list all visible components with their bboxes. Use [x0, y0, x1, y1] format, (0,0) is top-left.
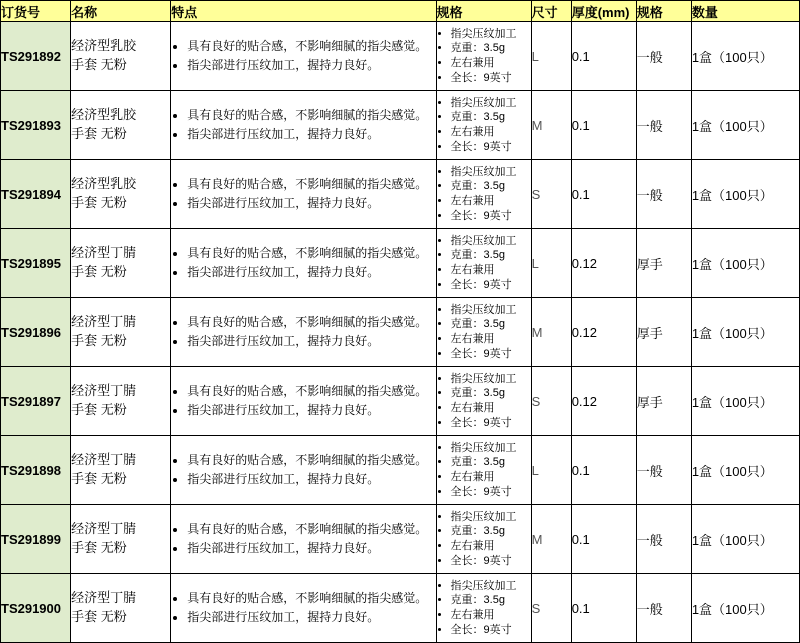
cell-order-code: TS291896 — [1, 298, 71, 367]
name-line-1: 经济型丁腈 — [71, 452, 137, 468]
feature-list — [171, 451, 435, 488]
cell-size: M — [531, 298, 571, 367]
cell-thickness: 0.1 — [571, 436, 636, 505]
list-item: • 全长：9英寸 — [451, 485, 531, 500]
cell-thickness: 0.12 — [571, 298, 636, 367]
list-item: • 左右兼用 — [451, 194, 531, 209]
cell-quantity: 1盒（100只） — [691, 574, 799, 643]
list-item: • 克重：3.5g — [451, 455, 531, 470]
table-row — [1, 367, 800, 436]
column-header-grade: 规格 — [636, 1, 691, 22]
spec-list — [437, 510, 531, 568]
cell-order-code: TS291899 — [1, 505, 71, 574]
cell-thickness: 0.1 — [571, 91, 636, 160]
spec-list — [437, 441, 531, 499]
cell-size: S — [531, 160, 571, 229]
name-line-2: 手套 无粉 — [71, 471, 127, 486]
table-row — [1, 436, 800, 505]
cell-quantity: 1盒（100只） — [691, 91, 799, 160]
name-line-1: 经济型乳胶 — [71, 38, 137, 54]
list-item: • 指尖部进行压纹加工，握持力良好。 — [187, 194, 435, 213]
cell-features — [171, 160, 436, 229]
list-item: • 指尖部进行压纹加工，握持力良好。 — [187, 125, 435, 144]
table-header-row — [1, 1, 800, 22]
list-item: • 指尖压纹加工 — [451, 96, 531, 111]
cell-spec — [436, 229, 531, 298]
list-item: • 指尖压纹加工 — [451, 303, 531, 318]
list-item: • 指尖部进行压纹加工，握持力良好。 — [187, 401, 435, 420]
list-item: • 指尖压纹加工 — [451, 441, 531, 456]
name-line-2: 手套 无粉 — [71, 540, 127, 555]
list-item: • 具有良好的贴合感，不影响细腻的指尖感觉。 — [187, 175, 435, 194]
cell-quantity: 1盒（100只） — [691, 367, 799, 436]
cell-features — [171, 436, 436, 505]
cell-features — [171, 574, 436, 643]
list-item: • 克重：3.5g — [451, 110, 531, 125]
cell-name — [71, 436, 171, 505]
list-item: • 左右兼用 — [451, 539, 531, 554]
feature-list — [171, 520, 435, 557]
list-item: • 克重：3.5g — [451, 593, 531, 608]
spec-list — [437, 372, 531, 430]
spec-list — [437, 27, 531, 85]
cell-name — [71, 91, 171, 160]
feature-list — [171, 175, 435, 212]
column-header-name: 名称 — [71, 1, 171, 22]
list-item: • 指尖压纹加工 — [451, 579, 531, 594]
cell-spec — [436, 160, 531, 229]
cell-spec — [436, 505, 531, 574]
list-item: • 左右兼用 — [451, 125, 531, 140]
list-item: • 克重：3.5g — [451, 179, 531, 194]
list-item: • 左右兼用 — [451, 608, 531, 623]
list-item: • 指尖压纹加工 — [451, 27, 531, 42]
cell-order-code: TS291894 — [1, 160, 71, 229]
cell-grade: 一般 — [636, 91, 691, 160]
cell-grade: 厚手 — [636, 229, 691, 298]
list-item: • 全长：9英寸 — [451, 554, 531, 569]
list-item: • 全长：9英寸 — [451, 278, 531, 293]
column-header-quantity: 数量 — [691, 1, 799, 22]
name-line-1: 经济型丁腈 — [71, 383, 137, 399]
cell-grade: 一般 — [636, 505, 691, 574]
feature-list — [171, 589, 435, 626]
name-line-1: 经济型乳胶 — [71, 107, 137, 123]
feature-list — [171, 244, 435, 281]
list-item: • 全长：9英寸 — [451, 209, 531, 224]
table-row — [1, 298, 800, 367]
cell-quantity: 1盒（100只） — [691, 160, 799, 229]
list-item: • 指尖部进行压纹加工，握持力良好。 — [187, 608, 435, 627]
list-item: • 指尖部进行压纹加工，握持力良好。 — [187, 539, 435, 558]
cell-spec — [436, 436, 531, 505]
column-header-size: 尺寸 — [531, 1, 571, 22]
cell-features — [171, 229, 436, 298]
spec-list — [437, 579, 531, 637]
cell-thickness: 0.1 — [571, 574, 636, 643]
list-item: • 具有良好的贴合感，不影响细腻的指尖感觉。 — [187, 589, 435, 608]
cell-order-code: TS291893 — [1, 91, 71, 160]
cell-thickness: 0.1 — [571, 22, 636, 91]
list-item: • 指尖压纹加工 — [451, 234, 531, 249]
cell-grade: 一般 — [636, 160, 691, 229]
list-item: • 左右兼用 — [451, 332, 531, 347]
name-line-1: 经济型乳胶 — [71, 176, 137, 192]
cell-thickness: 0.12 — [571, 229, 636, 298]
column-header-features: 特点 — [171, 1, 436, 22]
cell-name — [71, 367, 171, 436]
cell-order-code: TS291897 — [1, 367, 71, 436]
table-row — [1, 505, 800, 574]
cell-features — [171, 505, 436, 574]
cell-name — [71, 229, 171, 298]
cell-size: M — [531, 91, 571, 160]
list-item: • 具有良好的贴合感，不影响细腻的指尖感觉。 — [187, 382, 435, 401]
cell-order-code: TS291900 — [1, 574, 71, 643]
list-item: • 具有良好的贴合感，不影响细腻的指尖感觉。 — [187, 106, 435, 125]
feature-list — [171, 37, 435, 74]
feature-list — [171, 106, 435, 143]
cell-spec — [436, 367, 531, 436]
cell-quantity: 1盒（100只） — [691, 436, 799, 505]
list-item: • 指尖部进行压纹加工，握持力良好。 — [187, 332, 435, 351]
table-row — [1, 91, 800, 160]
cell-size: L — [531, 436, 571, 505]
list-item: • 具有良好的贴合感，不影响细腻的指尖感觉。 — [187, 520, 435, 539]
list-item: • 克重：3.5g — [451, 248, 531, 263]
list-item: • 克重：3.5g — [451, 41, 531, 56]
column-header-order-code: 订货号 — [1, 1, 71, 22]
column-header-spec: 规格 — [436, 1, 531, 22]
name-line-1: 经济型丁腈 — [71, 245, 137, 261]
list-item: • 全长：9英寸 — [451, 140, 531, 155]
cell-size: S — [531, 574, 571, 643]
table-row — [1, 574, 800, 643]
cell-grade: 厚手 — [636, 298, 691, 367]
cell-features — [171, 91, 436, 160]
name-line-2: 手套 无粉 — [71, 609, 127, 624]
cell-grade: 一般 — [636, 436, 691, 505]
list-item: • 左右兼用 — [451, 470, 531, 485]
cell-grade: 一般 — [636, 574, 691, 643]
list-item: • 具有良好的贴合感，不影响细腻的指尖感觉。 — [187, 37, 435, 56]
cell-thickness: 0.12 — [571, 367, 636, 436]
cell-order-code: TS291895 — [1, 229, 71, 298]
cell-features — [171, 22, 436, 91]
list-item: • 具有良好的贴合感，不影响细腻的指尖感觉。 — [187, 244, 435, 263]
cell-spec — [436, 22, 531, 91]
cell-grade: 一般 — [636, 22, 691, 91]
cell-size: L — [531, 229, 571, 298]
cell-spec — [436, 298, 531, 367]
list-item: • 指尖压纹加工 — [451, 372, 531, 387]
cell-name — [71, 574, 171, 643]
cell-spec — [436, 574, 531, 643]
spec-list — [437, 96, 531, 154]
name-line-1: 经济型丁腈 — [71, 590, 137, 606]
list-item: • 具有良好的贴合感，不影响细腻的指尖感觉。 — [187, 313, 435, 332]
name-line-1: 经济型丁腈 — [71, 314, 137, 330]
cell-thickness: 0.1 — [571, 505, 636, 574]
table-body — [1, 22, 800, 643]
cell-quantity: 1盒（100只） — [691, 22, 799, 91]
list-item: • 指尖压纹加工 — [451, 165, 531, 180]
name-line-2: 手套 无粉 — [71, 333, 127, 348]
spec-list — [437, 303, 531, 361]
name-line-2: 手套 无粉 — [71, 57, 127, 72]
cell-size: L — [531, 22, 571, 91]
list-item: • 指尖压纹加工 — [451, 510, 531, 525]
list-item: • 左右兼用 — [451, 263, 531, 278]
name-line-2: 手套 无粉 — [71, 195, 127, 210]
spec-list — [437, 165, 531, 223]
cell-quantity: 1盒（100只） — [691, 298, 799, 367]
list-item: • 指尖部进行压纹加工，握持力良好。 — [187, 470, 435, 489]
cell-size: M — [531, 505, 571, 574]
name-line-2: 手套 无粉 — [71, 126, 127, 141]
list-item: • 全长：9英寸 — [451, 347, 531, 362]
list-item: • 克重：3.5g — [451, 386, 531, 401]
cell-quantity: 1盒（100只） — [691, 505, 799, 574]
column-header-thickness: 厚度(mm) — [571, 1, 636, 22]
list-item: • 具有良好的贴合感，不影响细腻的指尖感觉。 — [187, 451, 435, 470]
list-item: • 左右兼用 — [451, 56, 531, 71]
list-item: • 全长：9英寸 — [451, 416, 531, 431]
feature-list — [171, 382, 435, 419]
cell-order-code: TS291898 — [1, 436, 71, 505]
feature-list — [171, 313, 435, 350]
name-line-2: 手套 无粉 — [71, 402, 127, 417]
name-line-1: 经济型丁腈 — [71, 521, 137, 537]
cell-features — [171, 367, 436, 436]
cell-name — [71, 505, 171, 574]
list-item: • 克重：3.5g — [451, 317, 531, 332]
spec-list — [437, 234, 531, 292]
list-item: • 指尖部进行压纹加工，握持力良好。 — [187, 56, 435, 75]
cell-thickness: 0.1 — [571, 160, 636, 229]
list-item: • 克重：3.5g — [451, 524, 531, 539]
list-item: • 左右兼用 — [451, 401, 531, 416]
cell-order-code: TS291892 — [1, 22, 71, 91]
list-item: • 全长：9英寸 — [451, 623, 531, 638]
cell-features — [171, 298, 436, 367]
cell-size: S — [531, 367, 571, 436]
list-item: • 指尖部进行压纹加工，握持力良好。 — [187, 263, 435, 282]
cell-name — [71, 298, 171, 367]
cell-quantity: 1盒（100只） — [691, 229, 799, 298]
cell-name — [71, 22, 171, 91]
list-item: • 全长：9英寸 — [451, 71, 531, 86]
name-line-2: 手套 无粉 — [71, 264, 127, 279]
cell-name — [71, 160, 171, 229]
table-row — [1, 22, 800, 91]
table-header — [1, 1, 800, 22]
table-row — [1, 160, 800, 229]
table-row — [1, 229, 800, 298]
cell-spec — [436, 91, 531, 160]
cell-grade: 厚手 — [636, 367, 691, 436]
